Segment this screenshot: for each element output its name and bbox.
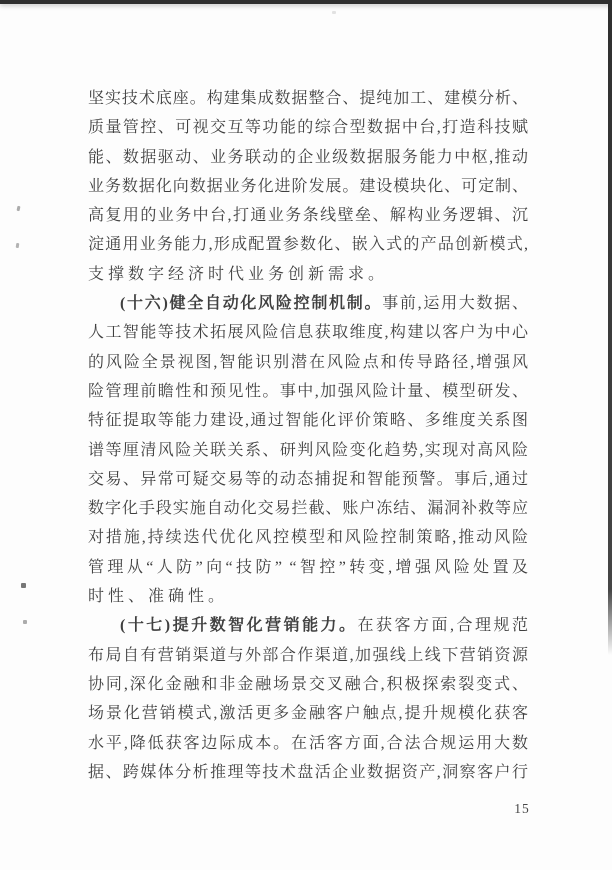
text-line: 交易、异常可疑交易等的动态捕捉和智能预警。事后,通过 — [88, 470, 528, 488]
scan-speck — [21, 583, 26, 588]
text-line: 坚实技术底座。构建集成数据整合、提纯加工、建模分析、 — [88, 90, 528, 107]
text-line: 能、数据驱动、业务联动的企业级数据服务能力中枢,推动 — [88, 148, 528, 166]
text-line: 管理从“人防”向“技防” “智控”转变,增强风险处置及 — [88, 558, 528, 576]
text-line: 的风险全景视图,智能识别潜在风险点和传导路径,增强风 — [88, 353, 528, 371]
text-line: 时性、准确性。 — [88, 588, 229, 606]
text-line: (十六)健全自动化风险控制机制。事前,运用大数据、 — [120, 295, 528, 313]
document-text — [88, 84, 528, 787]
text-line: 特征提取等能力建设,通过智能化评价策略、多维度关系图 — [88, 412, 528, 430]
section-heading: (十七)提升数智化营销能力。 — [120, 617, 358, 635]
text-line: 质量管控、可视交互等功能的综合型数据中台,打造科技赋 — [88, 119, 528, 137]
scan-speck — [17, 206, 21, 212]
text-line: 险管理前瞻性和预见性。事中,加强风险计量、模型研发、 — [88, 382, 528, 400]
text-line: 谱等厘清风险关联关系、研判风险变化趋势,实现对高风险 — [88, 441, 528, 459]
scan-edge-right — [608, 0, 612, 655]
text-line: 据、跨媒体分析推理等技术盘活企业数据资产,洞察客户行 — [88, 763, 528, 781]
scan-speck — [16, 243, 20, 248]
text-line: 布局自有营销渠道与外部合作渠道,加强线上线下营销资源 — [88, 646, 528, 664]
text-line: 人工智能等技术拓展风险信息获取维度,构建以客户为中心 — [88, 324, 528, 342]
text-line: 支撑数字经济时代业务创新需求。 — [88, 265, 389, 283]
scan-edge-top — [0, 0, 612, 4]
text-line: 场景化营销模式,激活更多金融客户触点,提升规模化获客 — [88, 705, 528, 723]
text-line: 协同,深化金融和非金融场景交叉融合,积极探索裂变式、 — [88, 675, 528, 693]
text-line: 对措施,持续迭代优化风控模型和风险控制策略,推动风险 — [88, 529, 528, 547]
text-line: 数字化手段实施自动化交易拦截、账户冻结、漏洞补救等应 — [88, 500, 528, 518]
text-line: 高复用的业务中台,打通业务条线壁垒、解构业务逻辑、沉 — [88, 207, 528, 225]
text-line: 水平,降低获客边际成本。在活客方面,合法合规运用大数 — [88, 734, 528, 752]
text-line: (十七)提升数智化营销能力。在获客方面,合理规范 — [120, 617, 528, 635]
text-line: 业务数据化向数据业务化进阶发展。建设模块化、可定制、 — [88, 177, 528, 195]
page-number: 15 — [514, 801, 530, 816]
section-heading: (十六)健全自动化风险控制机制。 — [120, 295, 383, 313]
scan-speck — [332, 11, 336, 14]
scan-speck — [23, 620, 27, 624]
text-line: 淀通用业务能力,形成配置参数化、嵌入式的产品创新模式, — [88, 236, 528, 254]
